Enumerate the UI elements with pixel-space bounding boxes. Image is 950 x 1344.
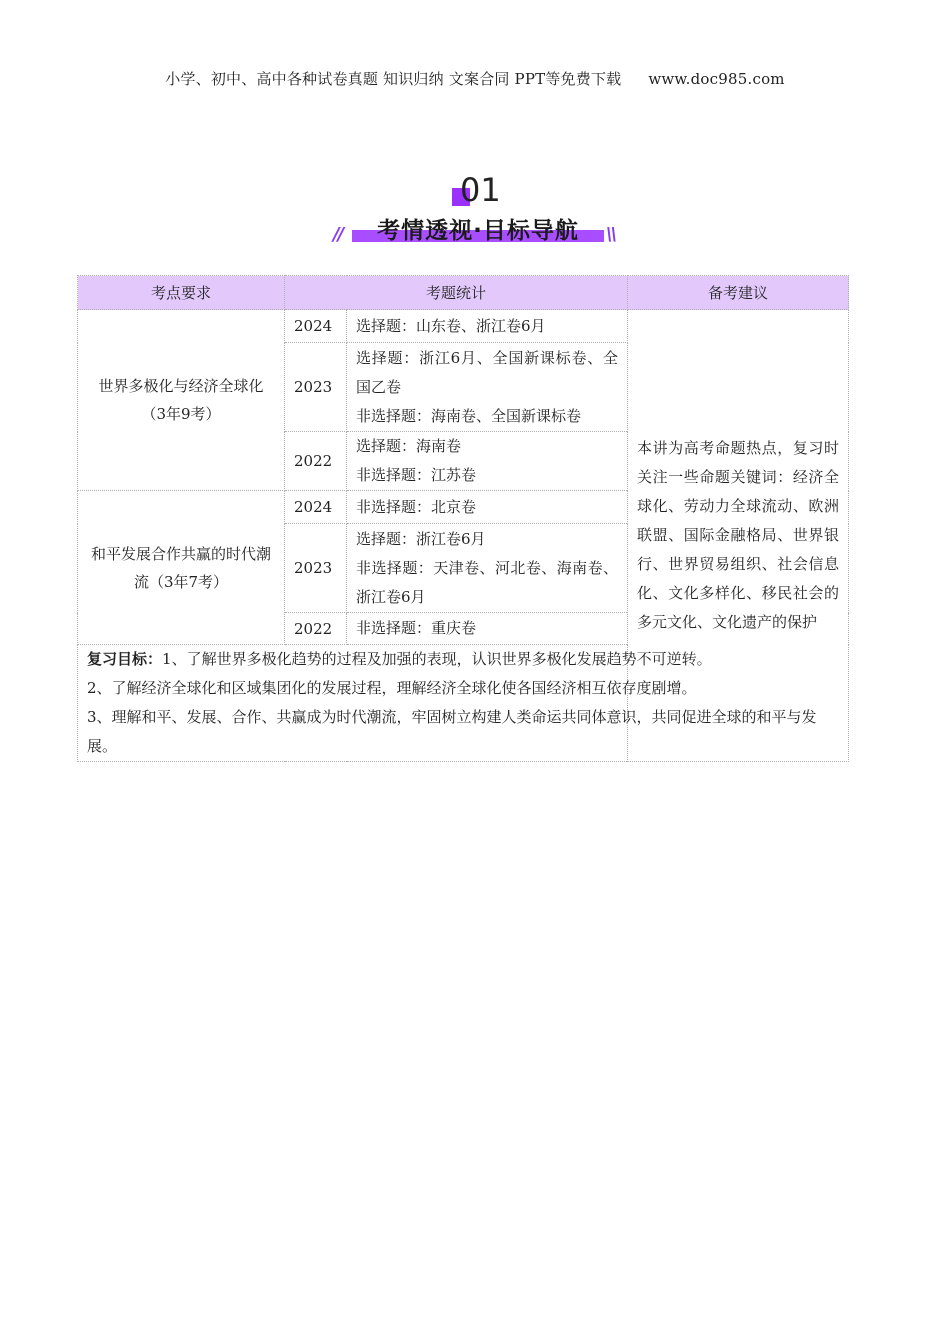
detail-line: 选择题：浙江6月、全国新课标卷、全国乙卷 (356, 348, 619, 396)
topic-cell: 和平发展合作共赢的时代潮流（3年7考） (78, 491, 285, 645)
detail-line: 非选择题：天津卷、河北卷、海南卷、浙江卷6月 (356, 558, 619, 606)
table-row (78, 310, 849, 343)
goals-cell (78, 645, 849, 762)
header-advice: 备考建议 (628, 276, 849, 310)
section-banner (0, 172, 950, 252)
section-title: 考情透视·目标导航 (377, 218, 579, 244)
detail-cell (347, 491, 628, 524)
goals-label: 复习目标 (87, 650, 148, 668)
table-header-row (78, 276, 849, 310)
detail-cell (347, 432, 628, 491)
detail-cell (347, 524, 628, 613)
detail-cell (347, 310, 628, 343)
header-url: www.doc985.com (648, 70, 785, 88)
goal-item: 复习目标：1、了解世界多极化趋势的过程及加强的表现，认识世界多极化发展趋势不可逆转。 (87, 650, 712, 668)
section-number-badge (452, 171, 512, 214)
goal-item: 2、了解经济全球化和区域集团化的发展过程，理解经济全球化使各国经济相互依存度剧增。 (87, 679, 697, 697)
goals-row (78, 645, 849, 762)
topic-cell: 世界多极化与经济全球化（3年9考） (78, 310, 285, 491)
detail-line: 选择题：浙江卷6月 (356, 529, 486, 548)
year-cell: 2022 (285, 432, 347, 491)
year-cell: 2023 (285, 524, 347, 613)
year-cell: 2023 (285, 343, 347, 432)
goal-text: 1、了解世界多极化趋势的过程及加强的表现，认识世界多极化发展趋势不可逆转。 (162, 650, 712, 668)
header-stats: 考题统计 (285, 276, 628, 310)
year-cell: 2022 (285, 613, 347, 645)
detail-line: 非选择题：江苏卷 (356, 466, 477, 484)
header-text: 小学、初中、高中各种试卷真题 知识归纳 文案合同 PPT等免费下载 (165, 70, 622, 88)
year-cell: 2024 (285, 310, 347, 343)
decorative-slashes-left: // (333, 224, 343, 245)
page-header (0, 68, 950, 89)
detail-cell (347, 613, 628, 645)
detail-line: 非选择题：海南卷、全国新课标卷 (356, 406, 582, 425)
detail-line: 非选择题：重庆卷 (356, 619, 477, 637)
decorative-slashes-right: \\ (606, 224, 616, 245)
detail-cell (347, 343, 628, 432)
goal-item: 3、理解和平、发展、合作、共赢成为时代潮流，牢固树立构建人类命运共同体意识，共同促进全球的和平与发展。 (87, 708, 817, 755)
detail-line: 非选择题：北京卷 (356, 497, 477, 516)
detail-line: 选择题：山东卷、浙江卷6月 (356, 316, 546, 335)
year-cell: 2024 (285, 491, 347, 524)
header-topic: 考点要求 (78, 276, 285, 310)
detail-line: 选择题：海南卷 (356, 437, 462, 455)
advice-cell: 本讲为高考命题热点，复习时关注一些命题关键词：经济全球化、劳动力全球流动、欧洲联盟、国际金融格局、世界银行、世界贸易组织、社会信息化、文化多样化、移民社会的多元文化、文化遗产的保护 (628, 310, 849, 762)
section-number: 01 (460, 171, 501, 209)
exam-analysis-table (77, 275, 849, 762)
